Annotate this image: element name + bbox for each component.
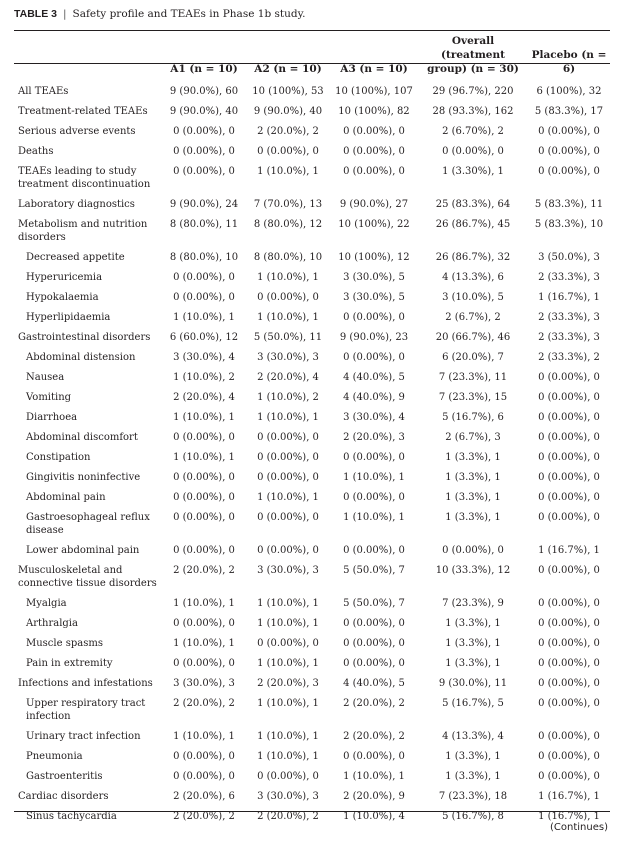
- column-header: A2 (n = 10): [254, 63, 322, 75]
- row-label: Treatment-related TEAEs: [18, 106, 148, 117]
- table-cell: 10 (33.3%), 12: [435, 565, 511, 576]
- table-cell: 0 (0.00%), 0: [257, 146, 319, 157]
- table-cell: 7 (70.0%), 13: [253, 199, 323, 210]
- row-label: Nausea: [26, 372, 65, 383]
- table-cell: 8 (80.0%), 10: [169, 252, 239, 263]
- table-cell: 2 (33.3%), 2: [538, 352, 600, 363]
- table-cell: 0 (0.00%), 0: [538, 731, 600, 742]
- table-cell: 2 (20.0%), 4: [173, 392, 235, 403]
- table-cell: 1 (10.0%), 1: [257, 492, 319, 503]
- table-cell: 3 (30.0%), 3: [257, 565, 319, 576]
- table-cell: 2 (20.0%), 4: [257, 372, 319, 383]
- table-cell: 5 (83.3%), 17: [534, 106, 604, 117]
- table-cell: 0 (0.00%), 0: [343, 658, 405, 669]
- table-cell: 4 (40.0%), 9: [343, 392, 405, 403]
- table-cell: 1 (10.0%), 1: [257, 312, 319, 323]
- table-cell: 0 (0.00%), 0: [538, 166, 600, 177]
- table-row: [14, 215, 610, 248]
- row-label: Abdominal pain: [26, 492, 106, 503]
- table-row: [14, 102, 610, 122]
- table-cell: 2 (20.0%), 2: [343, 731, 405, 742]
- table-cell: 0 (0.00%), 0: [343, 146, 405, 157]
- row-label: Hypokalaemia: [26, 292, 99, 303]
- table-cell: 0 (0.00%), 0: [343, 751, 405, 762]
- table-cell: 3 (30.0%), 3: [257, 791, 319, 802]
- table-cell: 10 (100%), 53: [252, 86, 324, 97]
- table-row: [14, 727, 610, 747]
- table-cell: 0 (0.00%), 0: [538, 658, 600, 669]
- table-cell: 0 (0.00%), 0: [538, 618, 600, 629]
- table-cell: 2 (6.7%), 2: [445, 312, 501, 323]
- table-cell: 0 (0.00%), 0: [538, 412, 600, 423]
- row-label: Decreased appetite: [26, 252, 125, 263]
- row-label: All TEAEs: [18, 86, 69, 97]
- table-row: [14, 508, 610, 541]
- row-label: Gastrointestinal disorders: [18, 332, 151, 343]
- table-row: [14, 388, 610, 408]
- table-cell: 0 (0.00%), 0: [538, 771, 600, 782]
- row-label: Vomiting: [26, 392, 72, 403]
- table-cell: 3 (30.0%), 5: [343, 272, 405, 283]
- table-cell: 0 (0.00%), 0: [538, 392, 600, 403]
- table-cell: 26 (86.7%), 45: [435, 219, 511, 230]
- table-cell: 0 (0.00%), 0: [538, 638, 600, 649]
- table-cell: 0 (0.00%), 0: [257, 472, 319, 483]
- table-row: [14, 561, 610, 594]
- table-cell: 3 (30.0%), 3: [257, 352, 319, 363]
- table-cell: 1 (3.3%), 1: [445, 658, 501, 669]
- table-cell: 9 (90.0%), 24: [169, 199, 239, 210]
- row-label: Lower abdominal pain: [26, 545, 140, 556]
- row-label: Sinus tachycardia: [26, 811, 117, 822]
- table-cell: 1 (3.3%), 1: [445, 452, 501, 463]
- row-label: Arthralgia: [26, 618, 78, 629]
- column-header: Placebo (n = 6): [531, 49, 607, 75]
- table-row: [14, 468, 610, 488]
- table-row: [14, 448, 610, 468]
- table-cell: 1 (10.0%), 1: [343, 512, 405, 523]
- table-title: Safety profile and TEAEs in Phase 1b study.: [72, 8, 306, 20]
- table-cell: 1 (3.3%), 1: [445, 638, 501, 649]
- header-row: [14, 32, 610, 82]
- row-label: Pain in extremity: [26, 658, 113, 669]
- table-cell: 2 (33.3%), 3: [538, 272, 600, 283]
- table-cell: 4 (13.3%), 6: [442, 272, 504, 283]
- table-cell: 1 (10.0%), 1: [257, 166, 319, 177]
- row-label: Metabolism and nutrition disorders: [18, 219, 148, 243]
- table-row: [14, 807, 610, 827]
- table-row: [14, 767, 610, 787]
- table-cell: 9 (90.0%), 23: [339, 332, 409, 343]
- table-cell: 10 (100%), 12: [338, 252, 410, 263]
- table-cell: 7 (23.3%), 18: [438, 791, 508, 802]
- table-cell: 5 (50.0%), 7: [343, 598, 405, 609]
- table-cell: 1 (10.0%), 1: [257, 272, 319, 283]
- table-cell: 9 (90.0%), 27: [339, 199, 409, 210]
- table-cell: 0 (0.00%), 0: [173, 618, 235, 629]
- table-cell: 9 (90.0%), 60: [169, 86, 239, 97]
- table-cell: 0 (0.00%), 0: [257, 292, 319, 303]
- row-label: Upper respiratory tract infection: [26, 698, 146, 722]
- table-cell: 2 (20.0%), 3: [257, 678, 319, 689]
- row-label: Diarrhoea: [26, 412, 78, 423]
- table-cell: 1 (3.3%), 1: [445, 771, 501, 782]
- table-cell: 0 (0.00%), 0: [173, 771, 235, 782]
- table-cell: 2 (33.3%), 3: [538, 312, 600, 323]
- table-body: [14, 82, 610, 827]
- table-cell: 8 (80.0%), 11: [169, 219, 239, 230]
- table-cell: 3 (50.0%), 3: [538, 252, 600, 263]
- table-cell: 0 (0.00%), 0: [173, 272, 235, 283]
- table-cell: 1 (16.7%), 1: [538, 791, 600, 802]
- table-cell: 0 (0.00%), 0: [343, 452, 405, 463]
- row-label: Abdominal distension: [26, 352, 136, 363]
- table-cell: 5 (83.3%), 11: [534, 199, 604, 210]
- table-cell: 1 (10.0%), 1: [257, 412, 319, 423]
- table-cell: 0 (0.00%), 0: [173, 432, 235, 443]
- table-cell: 5 (50.0%), 7: [343, 565, 405, 576]
- row-label: Hyperuricemia: [26, 272, 103, 283]
- table-cell: 29 (96.7%), 220: [432, 86, 514, 97]
- table-cell: 1 (10.0%), 1: [257, 658, 319, 669]
- table-cell: 2 (33.3%), 3: [538, 332, 600, 343]
- row-label: Cardiac disorders: [18, 791, 109, 802]
- table-cell: 0 (0.00%), 0: [257, 638, 319, 649]
- table-cell: 1 (10.0%), 1: [173, 731, 235, 742]
- table-cell: 2 (20.0%), 2: [257, 126, 319, 137]
- table-cell: 1 (10.0%), 1: [173, 638, 235, 649]
- table-cell: 1 (10.0%), 4: [343, 811, 405, 822]
- row-label: Constipation: [26, 452, 91, 463]
- table-row: [14, 348, 610, 368]
- row-label: Gingivitis noninfective: [26, 472, 141, 483]
- table-cell: 6 (20.0%), 7: [442, 352, 504, 363]
- table-cell: 4 (13.3%), 4: [442, 731, 504, 742]
- table-cell: 2 (20.0%), 2: [257, 811, 319, 822]
- table-cell: 0 (0.00%), 0: [538, 565, 600, 576]
- table-cell: 0 (0.00%), 0: [173, 492, 235, 503]
- table-cell: 2 (6.70%), 2: [442, 126, 504, 137]
- table-cell: 0 (0.00%), 0: [538, 146, 600, 157]
- column-header: Overall (treatment group) (n = 30): [427, 35, 519, 75]
- table-cell: 5 (50.0%), 11: [253, 332, 323, 343]
- table-cell: 0 (0.00%), 0: [173, 658, 235, 669]
- table-cell: 1 (10.0%), 1: [257, 598, 319, 609]
- table-row: [14, 308, 610, 328]
- table-cell: 1 (10.0%), 1: [257, 751, 319, 762]
- table-cell: 25 (83.3%), 64: [435, 199, 511, 210]
- column-header: A1 (n = 10): [170, 63, 238, 75]
- table-cell: 1 (10.0%), 1: [257, 618, 319, 629]
- table-cell: 0 (0.00%), 0: [343, 492, 405, 503]
- table-cell: 5 (16.7%), 5: [442, 698, 504, 709]
- table-cell: 0 (0.00%), 0: [538, 472, 600, 483]
- table-row: [14, 787, 610, 807]
- table-cell: 0 (0.00%), 0: [538, 432, 600, 443]
- table-row: [14, 368, 610, 388]
- table-cell: 1 (10.0%), 2: [173, 372, 235, 383]
- table-cell: 0 (0.00%), 0: [173, 545, 235, 556]
- table-row: [14, 634, 610, 654]
- table-cell: 7 (23.3%), 9: [442, 598, 504, 609]
- table-row: [14, 162, 610, 195]
- table-cell: 0 (0.00%), 0: [173, 472, 235, 483]
- table-row: [14, 408, 610, 428]
- table-row: [14, 541, 610, 561]
- table-cell: 0 (0.00%), 0: [538, 598, 600, 609]
- table-cell: 5 (16.7%), 8: [442, 811, 504, 822]
- row-label: Urinary tract infection: [26, 731, 141, 742]
- table-cell: 4 (40.0%), 5: [343, 372, 405, 383]
- table-cell: 1 (10.0%), 2: [257, 392, 319, 403]
- table-row: [14, 654, 610, 674]
- column-header: [14, 32, 162, 82]
- table-cell: 8 (80.0%), 10: [253, 252, 323, 263]
- table-cell: 3 (30.0%), 4: [343, 412, 405, 423]
- table-cell: 1 (10.0%), 1: [173, 452, 235, 463]
- table-cell: 6 (60.0%), 12: [169, 332, 239, 343]
- table-cell: 1 (3.3%), 1: [445, 751, 501, 762]
- table-row: [14, 747, 610, 767]
- table-cell: 0 (0.00%), 0: [538, 452, 600, 463]
- table-cell: 0 (0.00%), 0: [343, 352, 405, 363]
- table-cell: 10 (100%), 82: [338, 106, 410, 117]
- table-cell: 3 (10.0%), 5: [442, 292, 504, 303]
- table-cell: 2 (20.0%), 2: [343, 698, 405, 709]
- table-cell: 20 (66.7%), 46: [435, 332, 511, 343]
- table-row: [14, 674, 610, 694]
- table-cell: 1 (3.3%), 1: [445, 618, 501, 629]
- table-cell: 0 (0.00%), 0: [538, 372, 600, 383]
- table-cell: 1 (10.0%), 1: [173, 312, 235, 323]
- table-cell: 0 (0.00%), 0: [442, 146, 504, 157]
- table-cell: 1 (3.3%), 1: [445, 472, 501, 483]
- table-cell: 0 (0.00%), 0: [538, 492, 600, 503]
- table-row: [14, 288, 610, 308]
- table-row: [14, 614, 610, 634]
- table-cell: 1 (3.3%), 1: [445, 492, 501, 503]
- table-cell: 10 (100%), 107: [335, 86, 413, 97]
- table-cell: 1 (10.0%), 1: [173, 412, 235, 423]
- table-cell: 0 (0.00%), 0: [538, 126, 600, 137]
- table-row: [14, 122, 610, 142]
- row-label: Muscle spasms: [26, 638, 103, 649]
- table-cell: 0 (0.00%), 0: [343, 638, 405, 649]
- table-cell: 2 (6.7%), 3: [445, 432, 501, 443]
- table-row: [14, 694, 610, 727]
- table-cell: 5 (16.7%), 6: [442, 412, 504, 423]
- table-cell: 0 (0.00%), 0: [173, 166, 235, 177]
- row-label: Deaths: [18, 146, 54, 157]
- table-cell: 3 (30.0%), 5: [343, 292, 405, 303]
- table-cell: 0 (0.00%), 0: [442, 545, 504, 556]
- table-cell: 26 (86.7%), 32: [435, 252, 511, 263]
- table-cell: 0 (0.00%), 0: [538, 678, 600, 689]
- caption-separator: |: [62, 8, 67, 20]
- table-cell: 1 (16.7%), 1: [538, 545, 600, 556]
- table-cell: 5 (83.3%), 10: [534, 219, 604, 230]
- table-cell: 8 (80.0%), 12: [253, 219, 323, 230]
- row-label: Gastroenteritis: [26, 771, 103, 782]
- table-cell: 1 (10.0%), 1: [343, 472, 405, 483]
- table-cell: 1 (10.0%), 1: [173, 598, 235, 609]
- safety-table: [14, 32, 610, 827]
- table-cell: 0 (0.00%), 0: [257, 432, 319, 443]
- table-row: [14, 594, 610, 614]
- table-cell: 9 (90.0%), 40: [253, 106, 323, 117]
- table-cell: 0 (0.00%), 0: [343, 126, 405, 137]
- table-cell: 3 (30.0%), 4: [173, 352, 235, 363]
- table-cell: 0 (0.00%), 0: [538, 698, 600, 709]
- table-cell: 2 (20.0%), 9: [343, 791, 405, 802]
- table-number: TABLE 3: [14, 8, 57, 20]
- continues-note: (Continues): [550, 822, 608, 833]
- table-cell: 0 (0.00%), 0: [173, 751, 235, 762]
- table-row: [14, 248, 610, 268]
- table-cell: 0 (0.00%), 0: [173, 126, 235, 137]
- table-cell: 1 (16.7%), 1: [538, 811, 600, 822]
- table-row: [14, 142, 610, 162]
- table-cell: 1 (3.30%), 1: [442, 166, 504, 177]
- table-cell: 0 (0.00%), 0: [257, 545, 319, 556]
- table-cell: 0 (0.00%), 0: [257, 452, 319, 463]
- table-cell: 4 (40.0%), 5: [343, 678, 405, 689]
- table-cell: 6 (100%), 32: [536, 86, 602, 97]
- table-cell: 0 (0.00%), 0: [257, 512, 319, 523]
- table-cell: 0 (0.00%), 0: [173, 146, 235, 157]
- table-cell: 2 (20.0%), 2: [173, 811, 235, 822]
- table-cell: 1 (3.3%), 1: [445, 512, 501, 523]
- table-row: [14, 82, 610, 102]
- table-row: [14, 428, 610, 448]
- table-cell: 10 (100%), 22: [338, 219, 410, 230]
- row-label: Pneumonia: [26, 751, 83, 762]
- column-header: A3 (n = 10): [340, 63, 408, 75]
- table-cell: 0 (0.00%), 0: [257, 771, 319, 782]
- table-cell: 2 (20.0%), 2: [173, 698, 235, 709]
- table-row: [14, 328, 610, 348]
- row-label: Abdominal discomfort: [26, 432, 138, 443]
- row-label: Myalgia: [26, 598, 67, 609]
- row-label: TEAEs leading to study treatment discontinuation: [18, 166, 151, 190]
- table-cell: 9 (30.0%), 11: [438, 678, 508, 689]
- table-cell: 2 (20.0%), 3: [343, 432, 405, 443]
- table-row: [14, 195, 610, 215]
- row-label: Laboratory diagnostics: [18, 199, 135, 210]
- table-cell: 1 (16.7%), 1: [538, 292, 600, 303]
- table-cell: 0 (0.00%), 0: [173, 512, 235, 523]
- table-cell: 9 (90.0%), 40: [169, 106, 239, 117]
- table-cell: 0 (0.00%), 0: [538, 512, 600, 523]
- table-cell: 1 (10.0%), 1: [343, 771, 405, 782]
- table-row: [14, 488, 610, 508]
- row-label: Infections and infestations: [18, 678, 153, 689]
- table-row: [14, 268, 610, 288]
- row-label: Gastroesophageal reflux disease: [26, 512, 150, 536]
- table-cell: 2 (20.0%), 2: [173, 565, 235, 576]
- table-cell: 0 (0.00%), 0: [343, 166, 405, 177]
- row-label: Hyperlipidaemia: [26, 312, 111, 323]
- table-cell: 3 (30.0%), 3: [173, 678, 235, 689]
- table-cell: 7 (23.3%), 15: [438, 392, 508, 403]
- table-cell: 0 (0.00%), 0: [538, 751, 600, 762]
- row-label: Musculoskeletal and connective tissue disorders: [18, 565, 157, 589]
- table-cell: 0 (0.00%), 0: [343, 618, 405, 629]
- table-cell: 7 (23.3%), 11: [438, 372, 508, 383]
- row-label: Serious adverse events: [18, 126, 136, 137]
- top-rule: [14, 30, 610, 31]
- table-caption: [14, 8, 305, 20]
- table-cell: 0 (0.00%), 0: [343, 312, 405, 323]
- table-cell: 1 (10.0%), 1: [257, 731, 319, 742]
- table-cell: 1 (10.0%), 1: [257, 698, 319, 709]
- table-cell: 0 (0.00%), 0: [173, 292, 235, 303]
- table-cell: 0 (0.00%), 0: [343, 545, 405, 556]
- table-cell: 2 (20.0%), 6: [173, 791, 235, 802]
- table-cell: 28 (93.3%), 162: [432, 106, 514, 117]
